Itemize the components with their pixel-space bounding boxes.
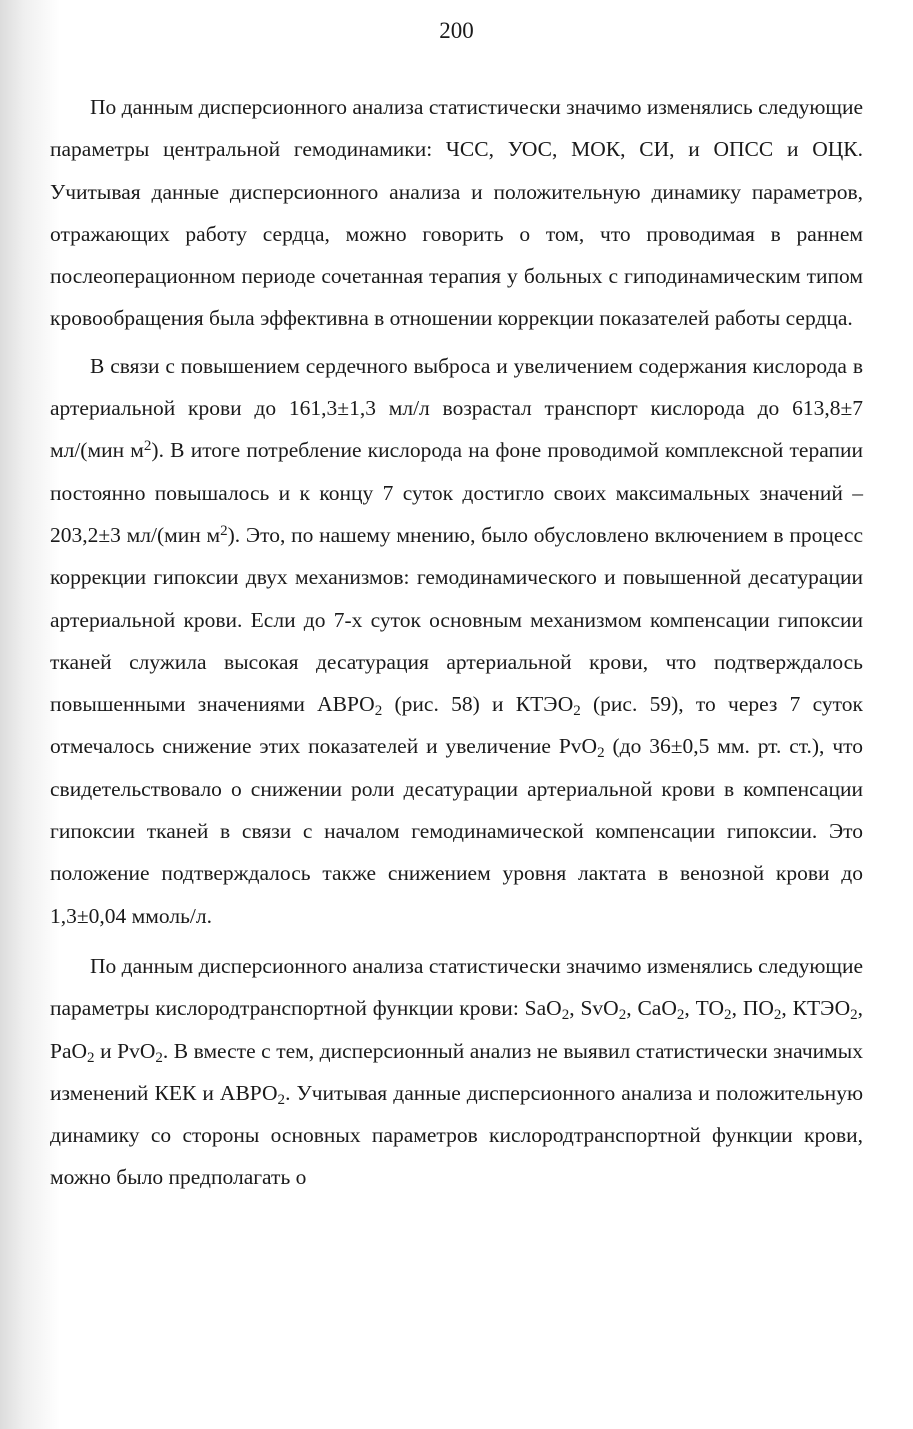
paragraph [50,86,863,340]
superscript: 2 [220,523,228,540]
text-run: . В вместе с тем, дисперсионный анализ не выявил статистически значимых изменений КЕК и АВРО [50,1038,863,1105]
subscript: 2 [724,1006,732,1023]
subscript: 2 [618,1006,627,1023]
text-run: , CaO [626,996,677,1021]
text-run: В связи с повышением сердечного выброса и увеличением содержания кислорода в артериальной крови до 161,3±1,3 мл/л возрастал транспорт кислорода до 613,8±7 мл/(мин м [50,353,863,463]
subscript: 2 [561,1006,570,1023]
subscript: 2 [374,702,383,719]
text-run: , ТО [684,996,725,1021]
text-run: , PaO [50,996,864,1063]
subscript: 2 [597,745,605,762]
superscript: 2 [143,438,152,455]
subscript: 2 [573,702,581,719]
text-run: , КТЭО [781,996,851,1021]
text-run: (до 36±0,5 мм. рт. ст.), что свидетельствовало о снижении роли десатурации артериальной крови в компенсации гипоксии тканей в связи с началом гемодинамической компенсации гипоксии. Это положение подтверждалось также снижением уровня лактата в венозной крови до 1,3±0,04 ммоль/л. [50,734,863,928]
subscript: 2 [773,1006,782,1023]
page-number: 200 [439,18,474,43]
text-run: и PvO [94,1038,156,1063]
subscript: 2 [155,1049,163,1066]
body-text [50,86,863,1199]
text-run: (рис. 59), то через 7 суток отмечалось снижение этих показателей и увеличение PvO [50,692,863,759]
text-run: ). В итоге потребление кислорода на фоне проводимой комплексной терапии постоянно повышалось и к концу 7 суток достигло своих максимальных значений – 203,2±3 мл/(мин м [50,438,863,547]
subscript: 2 [277,1091,286,1108]
text-run: , SvO [569,996,619,1021]
subscript: 2 [676,1006,685,1023]
subscript: 2 [87,1049,95,1066]
text-run: , ПО [731,996,774,1021]
text-run: По данным дисперсионного анализа статистически значимо изменялись следующие параметры центральной гемодинамики: ЧСС, УОС, МОК, СИ, и ОПСС и ОЦК. Учитывая данные дисперсионного анализа и положительную динамику параметров, отражающих работу сердца, можно говорить о том, что проводимая в раннем послеоперационном периоде сочетанная терапия у больных с гиподинамическим типом кровообращения была эффективна в отношении коррекции показателей работы сердца. [50,95,863,331]
subscript: 2 [850,1006,858,1023]
text-run: По данным дисперсионного анализа статистически значимо изменялись следующие параметры кислородтранспортной функции крови: SaO [50,953,863,1021]
text-run: (рис. 58) и КТЭО [382,692,574,717]
paragraph [50,945,863,1199]
text-run: ). Это, по нашему мнению, было обусловлено включением в процесс коррекции гипоксии двух механизмов: гемодинамического и повышенной десатурации артериальной крови. Если до 7-х суток основным механизмом компенсации гипоксии тканей служила высокая десатурация артериальной крови, что подтверждалось повышенными значениями АВРО [50,522,863,717]
text-run: . Учитывая данные дисперсионного анализа и положительную динамику со стороны основных параметров кислородтранспортной функции крови, можно было предполагать о [50,1080,864,1190]
paragraph [50,345,863,937]
